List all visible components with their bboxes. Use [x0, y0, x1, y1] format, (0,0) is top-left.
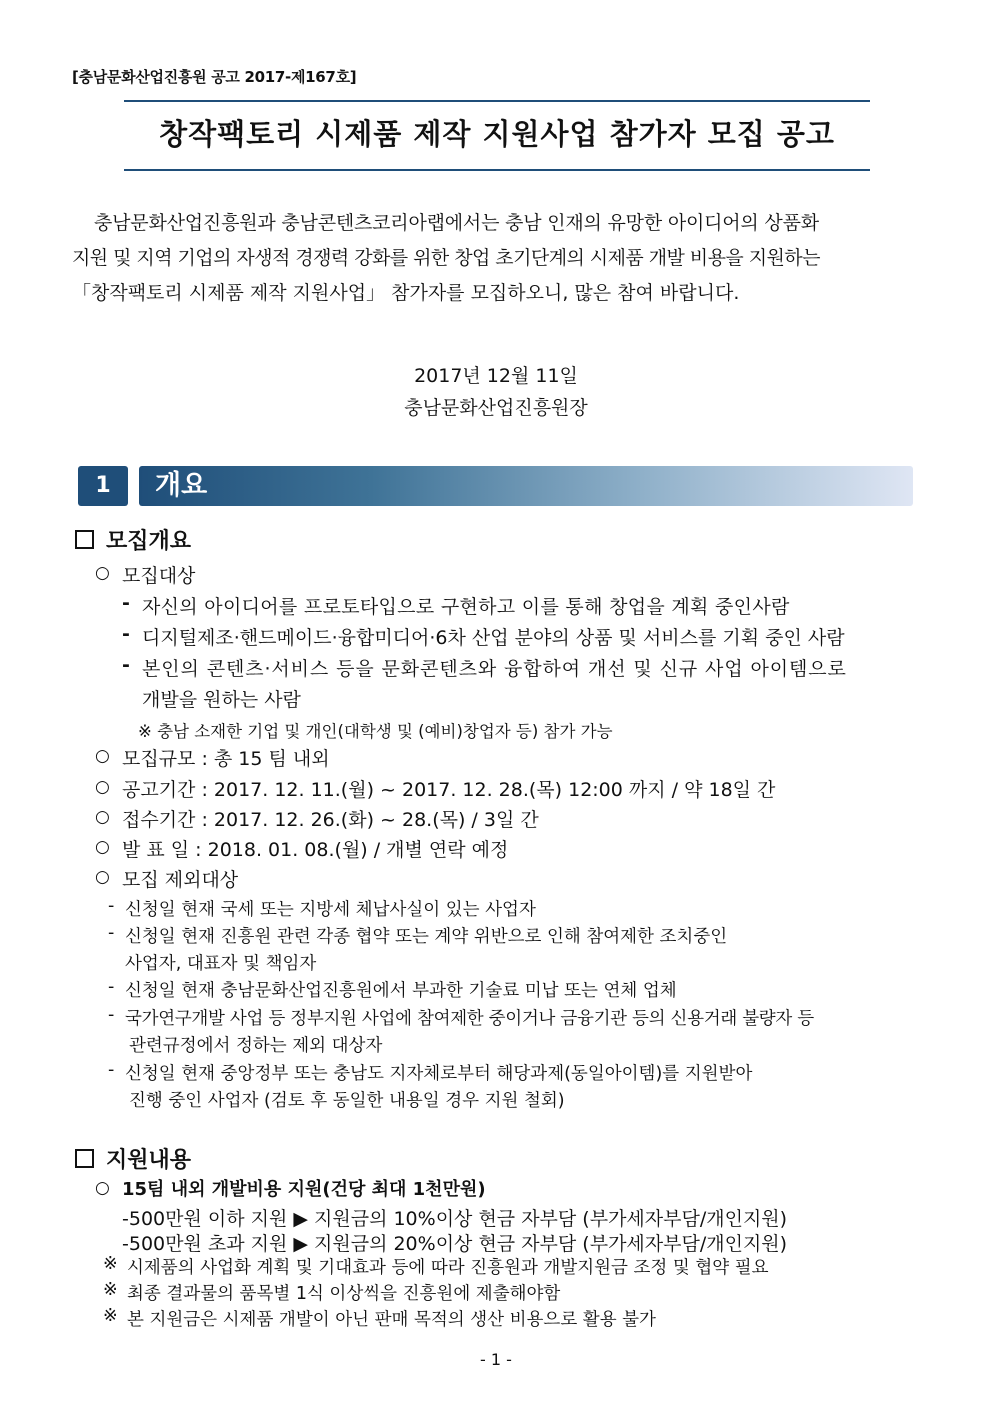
- circle-bullet-icon: ○: [95, 1178, 110, 1198]
- dash-bullet-icon: -: [108, 896, 115, 916]
- target-item: 본인의 콘텐츠·서비스 등을 문화콘텐츠와 융합하여 개선 및 신규 사업 아이템으로: [142, 658, 847, 680]
- issuer-name: 충남문화산업진흥원장: [404, 397, 588, 419]
- target-note: ※ 충남 소재한 기업 및 개인(대학생 및 (예비)창업자 등) 참가 가능: [138, 722, 613, 741]
- intro-line: 지원 및 지역 기업의 자생적 경쟁력 강화를 위한 창업 초기단계의 시제품 개발 비용을 지원하는: [72, 247, 820, 269]
- target-item-continued: 개발을 원하는 사람: [142, 689, 301, 711]
- section-title: 개요: [155, 470, 208, 501]
- exclusion-item: 신청일 현재 진흥원 관련 각종 협약 또는 계약 위반으로 인해 참여제한 조치중인: [125, 927, 728, 947]
- circle-bullet-icon: ○: [95, 867, 110, 887]
- intro-line: 충남문화산업진흥원과 충남콘텐츠코리아랩에서는 충남 인재의 유망한 아이디어의 상품화: [94, 212, 819, 234]
- target-label: 모집대상: [122, 565, 196, 587]
- support-note: 최종 결과물의 품목별 1식 이상씩을 진흥원에 제출해야함: [127, 1284, 561, 1304]
- document-title: 창작팩토리 시제품 제작 지원사업 참가자 모집 공고: [159, 117, 835, 151]
- dash-bullet-icon: -: [122, 623, 130, 645]
- dash-bullet-icon: -: [108, 1005, 115, 1025]
- circle-bullet-icon: ○: [95, 837, 110, 857]
- dash-bullet-icon: -: [108, 977, 115, 997]
- exclusion-label: 모집 제외대상: [122, 869, 239, 891]
- announcement-date: 발 표 일 : 2018. 01. 08.(월) / 개별 연락 예정: [122, 839, 509, 861]
- exclusion-item: 국가연구개발 사업 등 정부지원 사업에 참여제한 중이거나 금융기관 등의 신용거래 불량자 등: [125, 1009, 814, 1029]
- page-number: - 1 -: [480, 1350, 512, 1369]
- circle-bullet-icon: ○: [95, 807, 110, 827]
- title-top-rule: [124, 100, 870, 102]
- section-title-bar: [139, 466, 913, 506]
- intro-line: 「창작팩토리 시제품 제작 지원사업」 참가자를 모집하오니, 많은 참여 바랍니다.: [72, 282, 740, 304]
- support-tier: -500만원 이하 지원 ▶ 지원금의 10%이상 현금 자부담 (부가세자부담/개인지원): [122, 1208, 788, 1230]
- title-bottom-rule: [124, 169, 870, 171]
- receipt-period: 접수기간 : 2017. 12. 26.(화) ~ 28.(목) / 3일 간: [122, 809, 539, 831]
- dash-bullet-icon: -: [122, 654, 130, 676]
- checkbox-square-icon: [75, 1149, 94, 1168]
- notice-period: 공고기간 : 2017. 12. 11.(월) ~ 2017. 12. 28.(목) 12:00 까지 / 약 18일 간: [122, 779, 776, 801]
- circle-bullet-icon: ○: [95, 777, 110, 797]
- recruitment-heading-text: 모집개요: [106, 529, 192, 554]
- support-note: 본 지원금은 시제품 개발이 아닌 판매 목적의 생산 비용으로 활용 불가: [127, 1310, 656, 1330]
- exclusion-item-continued: 진행 중인 사업자 (검토 후 동일한 내용일 경우 지원 철회): [129, 1091, 565, 1111]
- notice-date: 2017년 12월 11일: [414, 365, 578, 387]
- target-item: 디지털제조·핸드메이드·융합미디어·6차 산업 분야의 상품 및 서비스를 기획 중인 사람: [142, 627, 845, 649]
- dash-bullet-icon: -: [108, 1060, 115, 1080]
- support-heading-text: 지원내용: [106, 1148, 192, 1173]
- exclusion-item-continued: 관련규정에서 정하는 제외 대상자: [129, 1036, 383, 1056]
- support-main: 15팀 내외 개발비용 지원(건당 최대 1천만원): [122, 1179, 486, 1200]
- support-note: 시제품의 사업화 계획 및 기대효과 등에 따라 진흥원과 개발지원금 조정 및 협약 필요: [127, 1258, 769, 1278]
- checkbox-square-icon: [75, 530, 94, 549]
- reference-mark-icon: ※: [103, 1280, 118, 1300]
- reference-mark-icon: ※: [103, 1254, 118, 1274]
- exclusion-item-continued: 사업자, 대표자 및 책임자: [125, 954, 317, 974]
- exclusion-item: 신청일 현재 중앙정부 또는 충남도 지자체로부터 해당과제(동일아이템)를 지원받아: [125, 1064, 753, 1084]
- support-heading: [75, 1143, 191, 1174]
- recruitment-heading: [75, 524, 191, 555]
- intro-paragraph: [72, 206, 922, 311]
- dash-bullet-icon: -: [108, 923, 115, 943]
- reference-mark-icon: ※: [103, 1306, 118, 1326]
- support-tier: -500만원 초과 지원 ▶ 지원금의 20%이상 현금 자부담 (부가세자부담/개인지원): [122, 1233, 788, 1255]
- exclusion-item: 신청일 현재 국세 또는 지방세 체납사실이 있는 사업자: [125, 900, 536, 920]
- circle-bullet-icon: ○: [95, 746, 110, 766]
- circle-bullet-icon: ○: [95, 563, 110, 583]
- section-number-badge: 1: [78, 466, 128, 506]
- target-item: 자신의 아이디어를 프로토타입으로 구현하고 이를 통해 창업을 계획 중인사람: [142, 596, 790, 618]
- dash-bullet-icon: -: [122, 592, 130, 614]
- exclusion-item: 신청일 현재 충남문화산업진흥원에서 부과한 기술료 미납 또는 연체 업체: [125, 981, 677, 1001]
- recruitment-scale: 모집규모 : 총 15 팀 내외: [122, 748, 330, 770]
- notice-number: [충남문화산업진흥원 공고 2017-제167호]: [72, 68, 357, 86]
